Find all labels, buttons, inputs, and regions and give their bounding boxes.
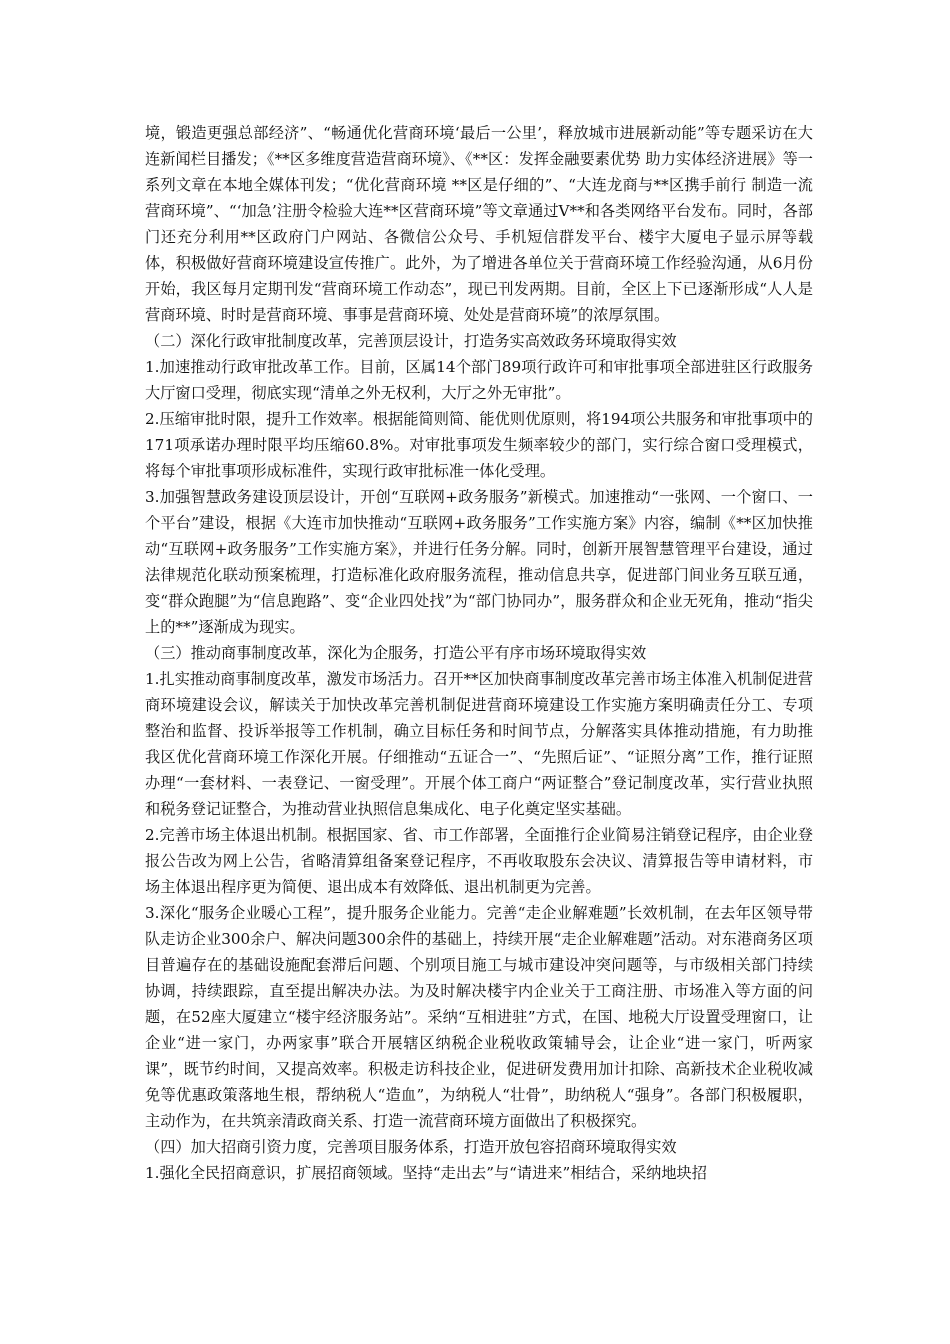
paragraph-enterprise-service: 3.深化“服务企业暖心工程”，提升服务企业能力。完善“走企业解难题”长效机制，在去年区领导带队走访企业300余户、解决问题300余件的基础上，持续开展“走企业解难题”活动。对东港商务区项目普遍存在的基础设施配套滞后问题、个别项目施工与城市建设冲突问题等，与市级相关部门持续协调，持续跟踪，直至提出解决办法。为及时解决楼宇内企业关于工商注册、市场准入等方面的问题，在52座大厦建立“楼宇经济服务站”。采纳“互相进驻”方式，在国、地税大厅设置受理窗口，让企业“进一家门，办两家事”联合开展辖区纳税企业税收政策辅导会，让企业“进一家门，听两家课”，既节约时间，又提高效率。积极走访科技企业，促进研发费用加计扣除、高新技术企业税收减免等优惠政策落地生根，帮纳税人“造血”，为纳税人“壮骨”，助纳税人“强身”。各部门积极履职，主动作为，在共筑亲清政商关系、打造一流营商环境方面做出了积极探究。	[145, 904, 813, 1130]
section-heading-3: （三）推动商事制度改革，深化为企服务，打造公平有序市场环境取得实效	[145, 644, 647, 662]
paragraph-commercial-reform: 1.扎实推动商事制度改革，激发市场活力。召开**区加快商事制度改革完善市场主体准入机制促进营商环境建设会议，解读关于加快改革完善机制促进营商环境建设工作实施方案明确责任分工、专项整治和监督、投诉举报等工作机制，确立目标任务和时间节点，分解落实具体推动措施，有力助推我区优化营商环境工作深化开展。仔细推动“五证合一”、“先照后证”、“证照分离”工作，推行证照办理“一套材料、一表登记、一窗受理”。开展个体工商户“两证整合”登记制度改革，实行营业执照和税务登记证整合，为推动营业执照信息集成化、电子化奠定坚实基础。	[145, 670, 813, 818]
paragraph-approval-time: 2.压缩审批时限，提升工作效率。根据能简则简、能优则优原则，将194项公共服务和审批事项中的171项承诺办理时限平均压缩60.8%。对审批事项发生频率较少的部门，实行综合窗口受理模式，将每个审批事项形成标准件，实现行政审批标准一体化受理。	[145, 410, 813, 480]
document-body	[145, 120, 813, 1186]
paragraph-market-exit: 2.完善市场主体退出机制。根据国家、省、市工作部署，全面推行企业简易注销登记程序，由企业登报公告改为网上公告，省略清算组备案登记程序，不再收取股东会决议、清算报告等申请材料，市场主体退出程序更为简便、退出成本有效降低、退出机制更为完善。	[145, 826, 813, 896]
paragraph-smart-government: 3.加强智慧政务建设顶层设计，开创“互联网+政务服务”新模式。加速推动“一张网、一个窗口、一个平台”建设，根据《大连市加快推动“互联网+政务服务”工作实施方案》内容，编制《**区加快推动“互联网+政务服务”工作实施方案》，并进行任务分解。同时，创新开展智慧管理平台建设，通过法律规范化联动预案梳理，打造标准化政府服务流程，推动信息共享，促进部门间业务互联互通，变“群众跑腿”为“信息跑路”、变“企业四处找”为“部门协同办”，服务群众和企业无死角，推动“指尖上的**”逐渐成为现实。	[145, 488, 813, 636]
paragraph-publicity: 境，锻造更强总部经济”、“畅通优化营商环境‘最后一公里’，释放城市进展新动能”等专题采访在大连新闻栏目播发；《**区多维度营造营商环境》、《**区：发挥金融要素优势 助力实体经济进展》等一系列文章在本地全媒体刊发；“优化营商环境 **区是仔细的”、“大连龙商与**区携手前行 制造一流营商环境”、“‘加急’注册令检验大连**区营商环境”等文章通过V**和各类网络平台发布。同时，各部门还充分利用**区政府门户网站、各微信公众号、手机短信群发平台、楼宇大厦电子显示屏等载体，积极做好营商环境建设宣传推广。此外，为了增进各单位关于营商环境工作经验沟通，从6月份开始，我区每月定期刊发“营商环境工作动态”，现已刊发两期。目前，全区上下已逐渐形成“人人是营商环境、时时是营商环境、事事是营商环境、处处是营商环境”的浓厚氛围。	[145, 124, 813, 324]
section-heading-2: （二）深化行政审批制度改革，完善顶层设计，打造务实高效政务环境取得实效	[145, 332, 677, 350]
paragraph-approval-reform: 1.加速推动行政审批改革工作。目前，区属14个部门89项行政许可和审批事项全部进驻区行政服务大厅窗口受理，彻底实现“清单之外无权利，大厅之外无审批”。	[145, 358, 813, 402]
section-heading-4: （四）加大招商引资力度，完善项目服务体系，打造开放包容招商环境取得实效	[145, 1138, 677, 1156]
paragraph-investment: 1.强化全民招商意识，扩展招商领域。坚持“走出去”与“请进来”相结合，采纳地块招	[145, 1164, 707, 1182]
